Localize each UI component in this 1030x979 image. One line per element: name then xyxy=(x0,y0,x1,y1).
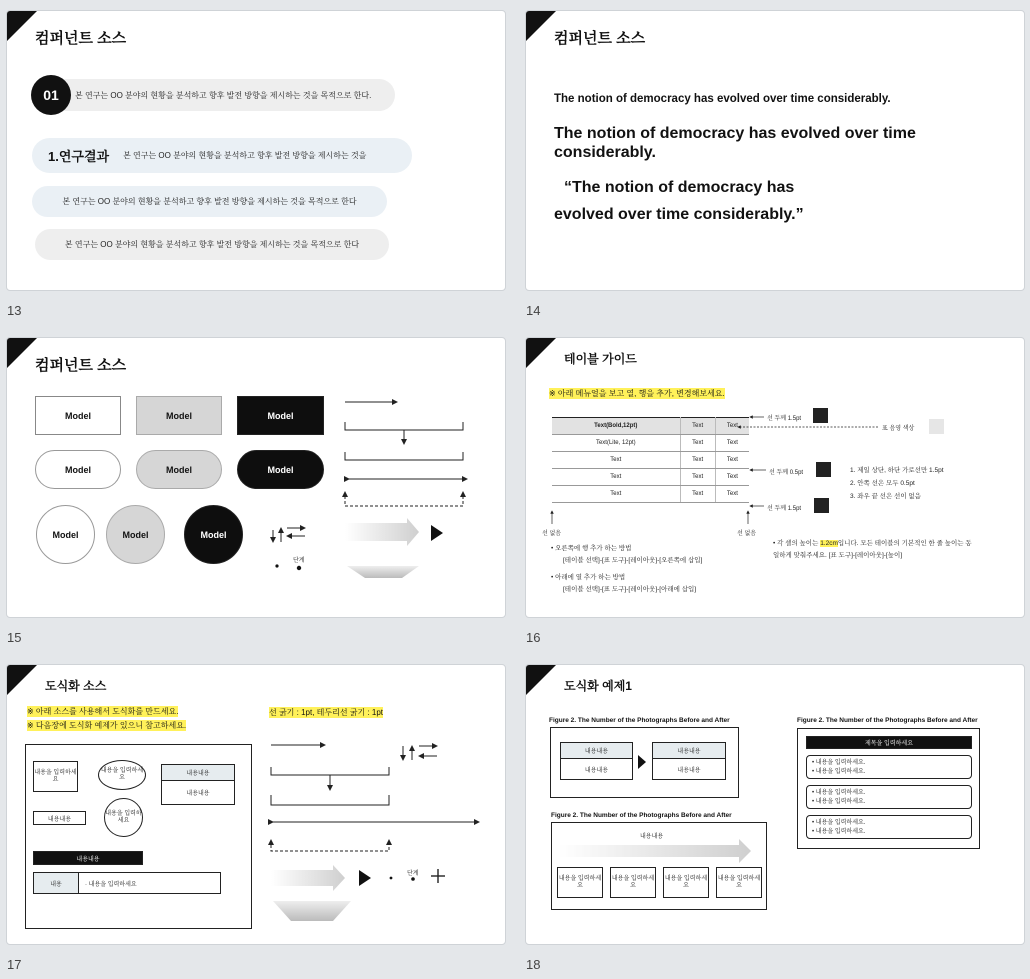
source-small-rect: 내용내용 xyxy=(33,811,86,825)
howto-right: • 오른쪽에 행 추가 하는 방법 xyxy=(551,545,632,552)
fig-bullet: • 내용을 입력하세요. xyxy=(812,799,866,805)
model-box-black: Model xyxy=(237,396,324,435)
quote-line-2: evolved over time considerably.” xyxy=(554,206,804,223)
fig-step-box: 내용을 입력하세요 xyxy=(663,867,709,898)
slide-13[interactable] xyxy=(6,10,506,291)
height-post: 입니다. 모든 테이블의 기본적인 한 줄 높이는 동 xyxy=(837,540,972,547)
height-value: 1.2cm xyxy=(820,540,838,547)
table-cell: Text(Bold,12pt) xyxy=(552,418,680,435)
fig-header-bar: 제목을 입력하세요 xyxy=(806,736,972,749)
fig-bullet: • 내용을 입력하세요. xyxy=(812,820,866,826)
table-cell: Text xyxy=(715,452,749,469)
table-cell: Text xyxy=(715,486,749,503)
content-pill xyxy=(32,186,387,217)
model-circle-white: Model xyxy=(36,505,95,564)
fig-bullet: • 내용을 입력하세요. xyxy=(812,760,866,766)
numbered-pill xyxy=(32,79,395,111)
rule-item: 2. 안쪽 선은 모두 0.5pt xyxy=(850,480,915,487)
pill-text: 본 연구는 OO 분야의 현황을 분석하고 향후 발전 방향을 제시하는 것을 목적으로 한다 xyxy=(64,240,360,249)
table-cell: Text(Lite, 12pt) xyxy=(552,435,680,452)
fig-list-card xyxy=(806,815,972,839)
stage-label: 단계 xyxy=(407,871,419,877)
pill-text: 본 연구는 OO 분야의 현황을 분석하고 향후 발전 방향을 제시하는 것을 목적으로 한다 xyxy=(62,197,357,206)
swatch-thick-bottom xyxy=(814,498,829,513)
heading-pill xyxy=(32,138,412,173)
fig-step-box: 내용을 입력하세요 xyxy=(716,867,762,898)
corner-mark xyxy=(526,665,556,695)
height-pre: • 각 셀의 높이는 xyxy=(773,540,821,547)
no-line-label-left: 선 없음 xyxy=(542,531,562,537)
fig-step-box: 내용을 입력하세요 xyxy=(610,867,656,898)
slide-number: 18 xyxy=(526,957,541,972)
fig-gradient-arrow xyxy=(559,839,759,863)
source-content-text: · 내용을 입력하세요 xyxy=(85,881,137,888)
source-ellipse: 내용을 입력하세요 xyxy=(98,760,146,790)
pill-text: 본 연구는 OO 분야의 현황을 분석하고 향후 발전 방향을 제시하는 것을 xyxy=(123,151,367,160)
figure-title: Figure 2. The Number of the Photographs Before and After xyxy=(797,717,978,724)
model-pill-white: Model xyxy=(35,450,121,489)
rule-item: 3. 좌우 끝 선은 선이 없음 xyxy=(850,493,921,500)
slide-title: 컴퍼넌트 소스 xyxy=(35,30,127,47)
quote-line-1: “The notion of democracy has xyxy=(564,179,795,196)
table-cell: Text xyxy=(680,486,715,503)
table-cell: Text xyxy=(715,435,749,452)
source-circle: 내용을 입력하세요 xyxy=(104,798,143,837)
slide-title: 도식화 예제1 xyxy=(564,679,632,693)
fig-list-card xyxy=(806,755,972,779)
fig-shaded-rect: 내용내용 xyxy=(652,742,726,759)
table-cell: Text xyxy=(680,435,715,452)
figure-title: Figure 2. The Number of the Photographs Before and After xyxy=(551,812,732,819)
corner-mark xyxy=(7,11,37,41)
corner-mark xyxy=(526,11,556,41)
fig-bullet: • 내용을 입력하세요. xyxy=(812,790,866,796)
table-cell: Text xyxy=(680,452,715,469)
stage-label: 단계 xyxy=(293,558,305,564)
manual-note: ※ 아래 메뉴얼을 보고 열, 행을 추가, 변경해보세요. xyxy=(549,389,725,398)
table-cell: Text xyxy=(680,469,715,486)
source-rect: 내용을 입력하세요 xyxy=(33,761,78,792)
slide-17[interactable] xyxy=(6,664,506,945)
fig-bullet: • 내용을 입력하세요. xyxy=(812,829,866,835)
slide-14[interactable] xyxy=(525,10,1025,291)
source-plain-rect: 내용내용 xyxy=(161,781,235,805)
pill-text: 본 연구는 OO 분야의 현황을 분석하고 향후 발전 방향을 제시하는 것을 목적으로 한다. xyxy=(75,90,372,100)
rule-item: 1. 제일 상단, 하단 가로선만 1.5pt xyxy=(850,467,944,474)
connector-shapes xyxy=(7,338,506,618)
slide-title: 테이블 가이드 xyxy=(564,352,637,366)
table-cell: Text xyxy=(552,452,680,469)
line-width-label: 선 두께 0.5pt xyxy=(769,470,804,476)
fig-caption: 내용내용 xyxy=(640,834,664,840)
number-badge: 01 xyxy=(31,75,71,115)
table-cell: Text xyxy=(552,486,680,503)
slide-title: 컴퍼넌트 소스 xyxy=(554,30,646,47)
height-line2: 일하게 맞춰주세요. [표 도구]-[레이아웃]-[높이] xyxy=(773,552,903,559)
height-note xyxy=(773,538,972,562)
source-shaded-rect: 내용내용 xyxy=(161,764,235,781)
model-pill-gray: Model xyxy=(136,450,222,489)
sample-text-large: The notion of democracy has evolved over time considerably. xyxy=(554,125,916,161)
shade-swatch xyxy=(929,419,944,434)
table-cell: Text xyxy=(680,418,715,435)
slide-title: 도식화 소스 xyxy=(45,679,107,693)
table-cell: Text xyxy=(715,469,749,486)
howto-block xyxy=(551,543,702,596)
swatch-thin xyxy=(816,462,831,477)
howto-right-path: [테이블 선택]-[표 도구]-[레이아웃]-[오른쪽에 삽입] xyxy=(563,557,703,564)
model-circle-gray: Model xyxy=(106,505,165,564)
slide-number: 14 xyxy=(526,303,541,318)
slide-18[interactable] xyxy=(525,664,1025,945)
model-circle-black: Model xyxy=(184,505,243,564)
slide-title: 컴퍼넌트 소스 xyxy=(35,357,127,374)
no-line-label-right: 선 없음 xyxy=(737,531,757,537)
fig-list-card xyxy=(806,785,972,809)
rules-list xyxy=(850,464,944,503)
model-box-white: Model xyxy=(35,396,121,435)
sample-text-small: The notion of democracy has evolved over time considerably. xyxy=(554,93,891,105)
model-box-gray: Model xyxy=(136,396,222,435)
slide-number: 17 xyxy=(7,957,22,972)
model-pill-black: Model xyxy=(237,450,324,489)
slide-number: 16 xyxy=(526,630,541,645)
fig-bullet: • 내용을 입력하세요. xyxy=(812,769,866,775)
slide-15[interactable] xyxy=(6,337,506,618)
note-2: ※ 다음장에 도식화 예제가 있으니 참고하세요. xyxy=(27,721,187,730)
figure-title: Figure 2. The Number of the Photographs Before and After xyxy=(549,717,730,724)
fig-plain-rect: 내용내용 xyxy=(560,759,633,780)
line-width-label: 선 두께 1.5pt xyxy=(767,506,802,512)
swatch-thick-top xyxy=(813,408,828,423)
note-1: ※ 아래 소스를 사용해서 도식화를 만드세요. xyxy=(27,707,179,716)
connector-shapes xyxy=(7,665,506,945)
table-cell: Text xyxy=(552,469,680,486)
line-note: 선 굵기 : 1pt, 테두리선 굵기 : 1pt xyxy=(269,708,384,717)
heading-text: 1.연구결과 xyxy=(48,149,110,164)
slide-16[interactable] xyxy=(525,337,1025,618)
howto-below: • 아래에 열 추가 하는 방법 xyxy=(551,574,626,581)
source-black-bar: 내용내용 xyxy=(33,851,143,865)
fig-plain-rect: 내용내용 xyxy=(652,759,726,780)
howto-below-path: [테이블 선택]-[표 도구]-[레이아웃]-[아래에 삽입] xyxy=(563,586,697,593)
content-pill xyxy=(35,229,389,260)
slide-number: 13 xyxy=(7,303,22,318)
shade-label: 표 음영 색상 xyxy=(882,426,915,432)
fig-step-box: 내용을 입력하세요 xyxy=(557,867,603,898)
line-width-label: 선 두께 1.5pt xyxy=(767,416,802,422)
fig-triangle xyxy=(638,755,648,769)
table-cell: Text xyxy=(715,418,749,435)
slide-number: 15 xyxy=(7,630,22,645)
fig-shaded-rect: 내용내용 xyxy=(560,742,633,759)
source-label-cell: 내용 xyxy=(33,872,79,894)
